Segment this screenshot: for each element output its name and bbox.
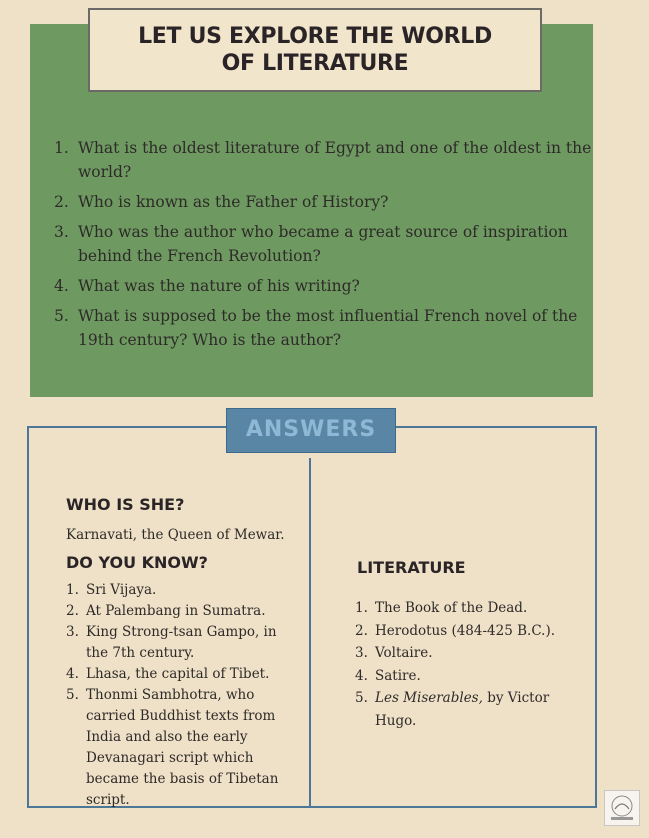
list-item [355,597,585,620]
question-number: 1. [54,139,69,157]
list-item [355,620,585,643]
literature-list [355,597,585,732]
list-number: 1. [355,600,368,616]
list-text: Sri Vijaya. [86,582,157,598]
question-text: Who was the author who became a great source of inspiration behind the French Revolution? [78,223,568,265]
list-text: by Victor Hugo. [375,690,550,729]
do-you-know-heading: DO YOU KNOW? [66,553,208,572]
question-item [50,304,593,352]
list-text: Lhasa, the capital of Tibet. [86,666,270,682]
question-text: What is supposed to be the most influential French novel of the 19th century? Who is the author? [78,307,578,349]
question-list [50,136,590,358]
question-item [50,220,593,268]
question-text: What is the oldest literature of Egypt and one of the oldest in the world? [78,139,592,181]
list-number: 4. [66,666,79,682]
who-is-she-heading: WHO IS SHE? [66,495,185,514]
question-item [50,274,593,298]
list-item [66,685,302,811]
question-number: 2. [54,193,69,211]
list-number: 3. [355,645,368,661]
list-item [355,665,585,688]
do-you-know-list [66,580,302,811]
list-text: At Palembang in Sumatra. [86,603,266,619]
list-text: Herodotus (484-425 B.C.). [375,622,556,639]
list-number: 2. [355,622,368,639]
list-text: The Book of the Dead. [375,600,528,616]
list-number: 5. [355,690,368,706]
list-item [355,642,585,665]
logo-icon [605,791,639,825]
question-text: Who is known as the Father of History? [78,193,389,211]
list-number: 2. [66,603,79,619]
list-text: King Strong-tsan Gampo, in the 7th century. [86,624,277,661]
list-number: 4. [355,667,368,684]
question-number: 4. [54,277,69,295]
answers-banner [226,408,396,453]
list-text: Satire. [375,667,421,684]
literature-heading: LITERATURE [357,558,466,577]
list-item [355,687,585,732]
list-number: 1. [66,582,79,598]
list-item [66,580,302,601]
list-text: Thonmi Sambhotra, who carried Buddhist texts from India and also the early Devanagari script which became the basis of Tibetan script. [86,687,279,808]
book-title: Les Miserables, [375,690,483,706]
column-divider [309,458,311,808]
list-number: 3. [66,624,79,640]
question-item [50,190,593,214]
question-text: What was the nature of his writing? [78,277,360,295]
page-title-line2: OF LITERATURE [221,51,409,76]
list-item [66,601,302,622]
publisher-logo [604,790,640,826]
question-number: 5. [54,307,69,325]
title-box [88,8,542,92]
question-item [50,136,593,184]
list-text: Voltaire. [375,645,433,661]
who-is-she-answer: Karnavati, the Queen of Mewar. [66,527,285,543]
list-number: 5. [66,687,79,703]
list-item [66,664,302,685]
page-title-line1: LET US EXPLORE THE WORLD [138,24,492,49]
question-number: 3. [54,223,69,241]
list-item [66,622,302,664]
answers-banner-label: ANSWERS [245,417,377,442]
